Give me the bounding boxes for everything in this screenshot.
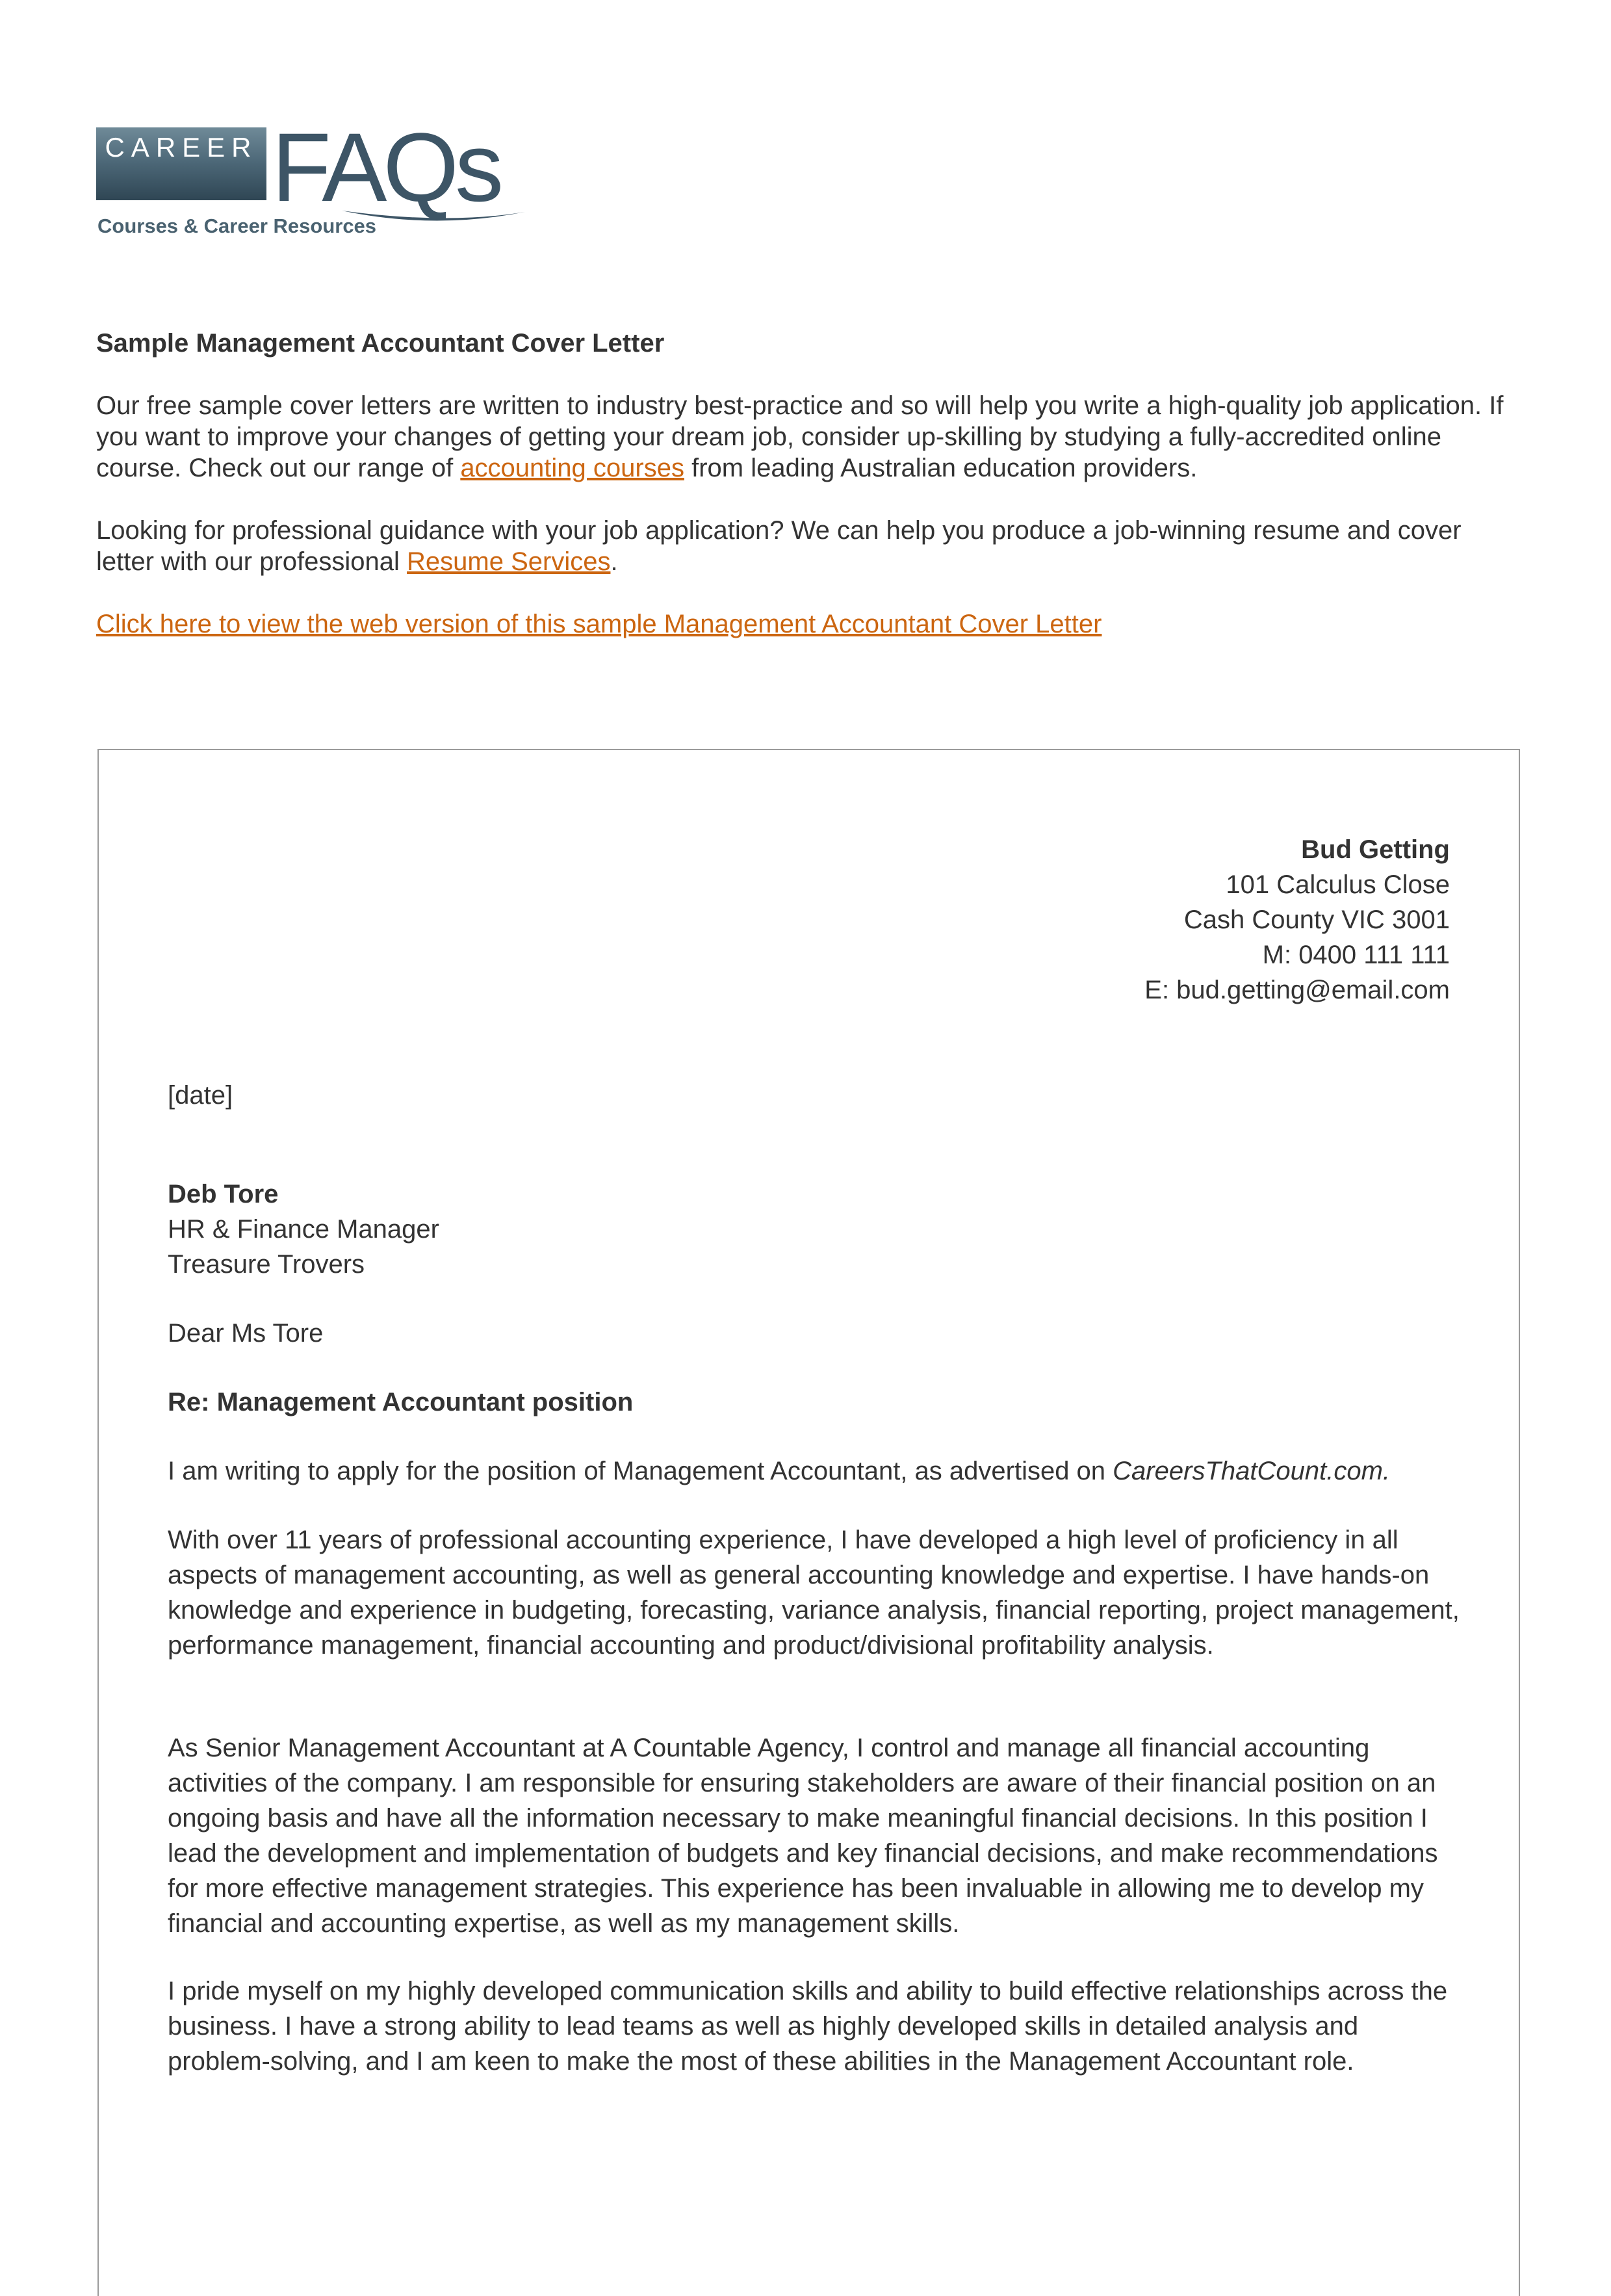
- web-version-link[interactable]: Click here to view the web version of this sample Management Accountant Cover Letter: [96, 610, 1102, 638]
- letter-paragraph-3: As Senior Management Accountant at A Countable Agency, I control and manage all financial accounting activities of the company. I am responsible for ensuring stakeholders are aware of their financial position on an ongoing basis and have all the information necessary to make meaningful financial decisions. In this position I lead the development and implementation of budgets and key financial decisions, and make recommendations for more effective management strategies. This experience has been invaluable in allowing me to develop my financial and accounting expertise, as well as my management skills.: [168, 1734, 1438, 1938]
- page-title: Sample Management Accountant Cover Letter: [96, 329, 665, 358]
- sender-address-line2: Cash County VIC 3001: [1183, 906, 1450, 934]
- intro-courses-text-end: from leading Australian education providers.: [684, 454, 1198, 482]
- sender-address-line1: 101 Calculus Close: [1226, 870, 1450, 899]
- intro-paragraph-courses: [96, 390, 1526, 484]
- accounting-courses-link[interactable]: accounting courses: [460, 454, 684, 482]
- logo-career-word: CAREER: [105, 132, 258, 163]
- intro-resume-text: Looking for professional guidance with your job application? We can help you produce a job-winning resume and cover letter with our professional: [96, 516, 1462, 576]
- careerfaqs-logo: [96, 127, 530, 244]
- recipient-title: HR & Finance Manager: [168, 1215, 439, 1244]
- letter-subject: Re: Management Accountant position: [168, 1388, 634, 1416]
- paragraph-1-website: CareersThatCount.com.: [1113, 1457, 1391, 1485]
- sender-mobile: M: 0400 111 111: [1262, 941, 1450, 969]
- letter-paragraph-2: With over 11 years of professional accounting experience, I have developed a high level of proficiency in all aspects of management accounting, as well as general accounting knowledge and expertise. I have hands-on knowledge and experience in budgeting, forecasting, variance analysis, financial reporting, project management, performance management, financial accounting and product/divisional profitability analysis.: [168, 1526, 1460, 1660]
- salutation: Dear Ms Tore: [168, 1319, 324, 1348]
- logo-faqs-word: FAQs: [272, 127, 500, 222]
- sender-block: [1144, 832, 1450, 1008]
- intro-paragraph-resume: [96, 515, 1526, 577]
- recipient-name: Deb Tore: [168, 1180, 279, 1208]
- web-version-paragraph: [96, 608, 1526, 640]
- intro-resume-text-end: .: [610, 547, 618, 576]
- intro-courses-text: Our free sample cover letters are written to industry best-practice and so will help you write a high-quality job application. If you want to improve your changes of getting your dream job, consider up-skilling by studying a fully-accredited online course. Check out our range of: [96, 391, 1504, 482]
- paragraph-1-text: I am writing to apply for the position of Management Accountant, as advertised on: [168, 1457, 1113, 1485]
- logo-tagline: Courses & Career Resources: [97, 215, 377, 237]
- recipient-block: [168, 1177, 1461, 1282]
- sender-email: E: bud.getting@email.com: [1144, 976, 1450, 1004]
- resume-services-link[interactable]: Resume Services: [407, 547, 611, 576]
- letter-date: [date]: [168, 1081, 233, 1110]
- letter-paragraph-4: I pride myself on my highly developed communication skills and ability to build effective relationships across the business. I have a strong ability to lead teams as well as highly developed skills in detailed analysis and problem-solving, and I am keen to make the most of these abilities in the Management Accountant role.: [168, 1977, 1448, 2076]
- letter-paragraph-1: [168, 1454, 1461, 1489]
- recipient-company: Treasure Trovers: [168, 1250, 365, 1279]
- sender-name: Bud Getting: [1301, 835, 1450, 864]
